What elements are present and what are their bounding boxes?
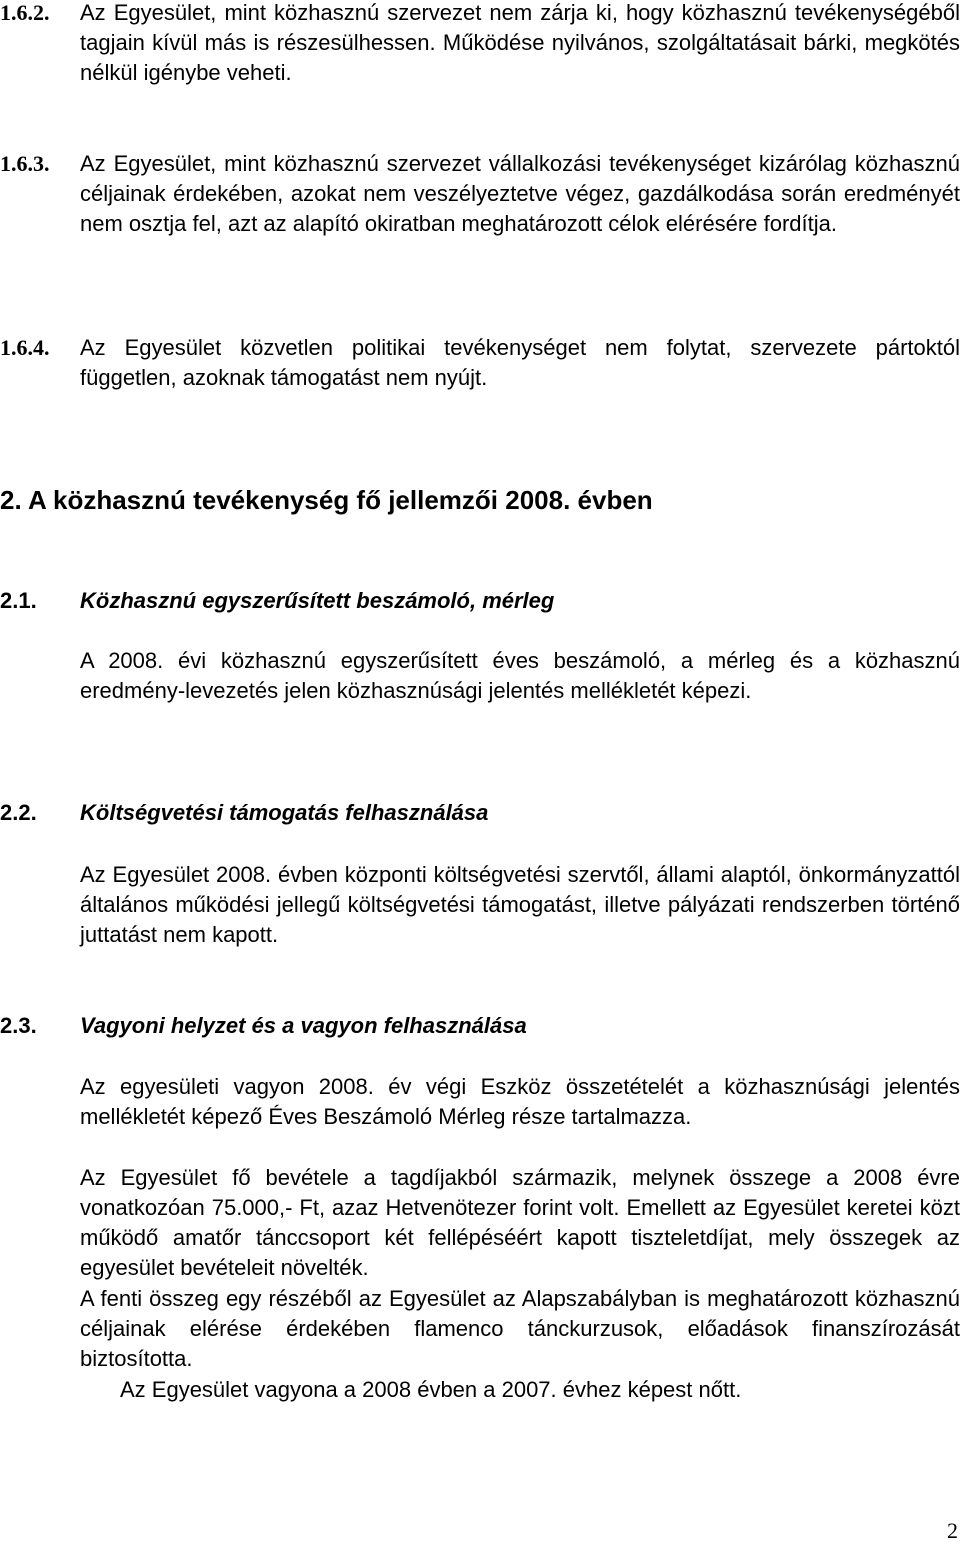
- item-number: 1.6.3.: [0, 151, 50, 176]
- subsection-number: 2.1.: [0, 588, 37, 613]
- subsection-number: 2.3.: [0, 1013, 37, 1038]
- subsection-text: Az Egyesület fő bevétele a tagdíjakból származik, melynek összege a 2008 évre vonatkozóan 75.000,- Ft, azaz Hetvenötezer forint volt. Emellett az Egyesület keretei közt működő amatőr tánccsoport két fellépéséért kapott tiszteletdíjat, mely összegek az egyesület bevételeit növelték.: [80, 1165, 960, 1280]
- page-number: 2: [947, 1518, 958, 1543]
- item-text: Az Egyesület, mint közhasznú szervezet vállalkozási tevékenységet kizárólag közhasznú céljainak érdekében, azokat nem veszélyeztetve végez, gazdálkodása során eredményét nem osztja fel, azt az alapító okiratban meghatározott célok elérésére fordítja.: [80, 151, 960, 236]
- subsection-title: Vagyoni helyzet és a vagyon felhasználása: [80, 1013, 527, 1038]
- closing-sentence: Az Egyesület vagyona a 2008 évben a 2007. évhez képest nőtt.: [120, 1377, 742, 1402]
- subsection-text: A 2008. évi közhasznú egyszerűsített éves beszámoló, a mérleg és a közhasznú eredmény-levezetés jelen közhasznúsági jelentés mellékletét képezi.: [80, 648, 960, 703]
- item-text: Az Egyesület, mint közhasznú szervezet nem zárja ki, hogy közhasznú tevékenységéből tagjain kívül más is részesülhessen. Működése nyilvános, szolgáltatásait bárki, megkötés nélkül igénybe veheti.: [80, 0, 960, 85]
- item-number: 1.6.4.: [0, 335, 50, 360]
- subsection-text: Az egyesületi vagyon 2008. év végi Eszköz összetételét a közhasznúsági jelentés mellékletét képező Éves Beszámoló Mérleg része tartalmazza.: [80, 1074, 960, 1129]
- subsection-title: Költségvetési támogatás felhasználása: [80, 800, 489, 825]
- item-number: 1.6.2.: [0, 0, 50, 25]
- section-title: 2. A közhasznú tevékenység fő jellemzői 2008. évben: [0, 485, 653, 515]
- subsection-number: 2.2.: [0, 800, 37, 825]
- subsection-text: [80, 1375, 960, 1405]
- subsection-title: Közhasznú egyszerűsített beszámoló, mérleg: [80, 588, 555, 613]
- subsection-text: Az Egyesület 2008. évben központi költségvetési szervtől, állami alaptól, önkormányzattól általános működési jellegű költségvetési támogatást, illetve pályázati rendszerben történő juttatást nem kapott.: [80, 862, 960, 947]
- item-text: Az Egyesület közvetlen politikai tevékenységet nem folytat, szervezete pártoktól független, azoknak támogatást nem nyújt.: [80, 335, 960, 390]
- subsection-text: A fenti összeg egy részéből az Egyesület az Alapszabályban is meghatározott közhasznú céljainak elérése érdekében flamenco tánckurzusok, előadások finanszírozását biztosította.: [80, 1286, 960, 1371]
